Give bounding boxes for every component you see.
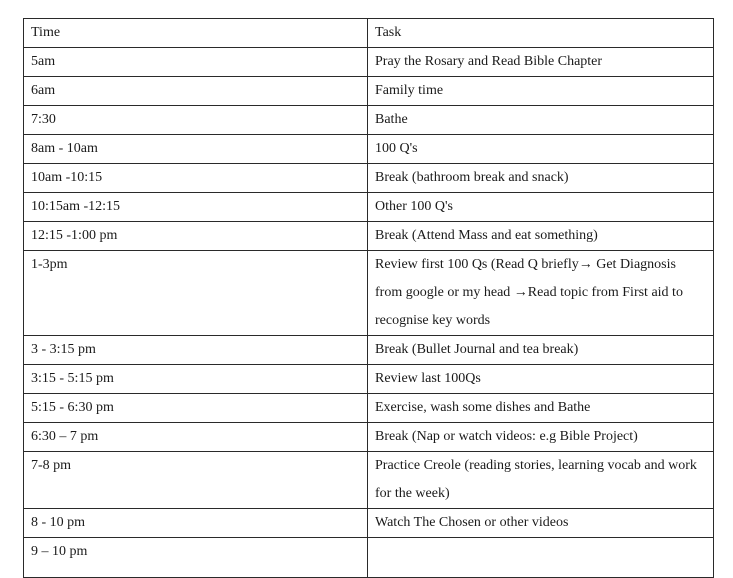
task-cell: 100 Q's — [368, 135, 714, 164]
table-row — [24, 336, 714, 365]
time-cell: 5am — [24, 48, 368, 77]
table-row — [24, 452, 714, 509]
time-cell: 9 – 10 pm — [24, 538, 368, 578]
time-cell: 3 - 3:15 pm — [24, 336, 368, 365]
table-row — [24, 135, 714, 164]
column-header-time: Time — [24, 19, 368, 48]
task-cell: Review last 100Qs — [368, 365, 714, 394]
task-cell: Break (Attend Mass and eat something) — [368, 222, 714, 251]
table-row — [24, 77, 714, 106]
task-cell: Break (Nap or watch videos: e.g Bible Project) — [368, 423, 714, 452]
task-cell: Exercise, wash some dishes and Bathe — [368, 394, 714, 423]
task-cell: Practice Creole (reading stories, learning vocab and work for the week) — [368, 452, 714, 509]
task-cell: Break (Bullet Journal and tea break) — [368, 336, 714, 365]
table-row — [24, 222, 714, 251]
schedule-table — [23, 18, 714, 578]
column-header-task: Task — [368, 19, 714, 48]
time-cell: 10:15am -12:15 — [24, 193, 368, 222]
time-cell: 6am — [24, 77, 368, 106]
table-row — [24, 423, 714, 452]
task-cell: Family time — [368, 77, 714, 106]
table-row — [24, 394, 714, 423]
time-cell: 12:15 -1:00 pm — [24, 222, 368, 251]
table-row — [24, 164, 714, 193]
task-cell: Watch The Chosen or other videos — [368, 509, 714, 538]
task-cell: Bathe — [368, 106, 714, 135]
time-cell: 5:15 - 6:30 pm — [24, 394, 368, 423]
time-cell: 1-3pm — [24, 251, 368, 336]
table-row — [24, 106, 714, 135]
time-cell: 7-8 pm — [24, 452, 368, 509]
time-cell: 8 - 10 pm — [24, 509, 368, 538]
table-row — [24, 365, 714, 394]
table-row — [24, 48, 714, 77]
table-row — [24, 193, 714, 222]
task-cell: Other 100 Q's — [368, 193, 714, 222]
task-cell: Review first 100 Qs (Read Q briefly→ Get Diagnosis from google or my head →Read topic from First aid to recognise key words — [368, 251, 714, 336]
time-cell: 10am -10:15 — [24, 164, 368, 193]
table-row — [24, 509, 714, 538]
time-cell: 6:30 – 7 pm — [24, 423, 368, 452]
table-header-row — [24, 19, 714, 48]
time-cell: 7:30 — [24, 106, 368, 135]
time-cell: 3:15 - 5:15 pm — [24, 365, 368, 394]
table-row — [24, 251, 714, 336]
task-cell: Pray the Rosary and Read Bible Chapter — [368, 48, 714, 77]
task-cell: Break (bathroom break and snack) — [368, 164, 714, 193]
time-cell: 8am - 10am — [24, 135, 368, 164]
